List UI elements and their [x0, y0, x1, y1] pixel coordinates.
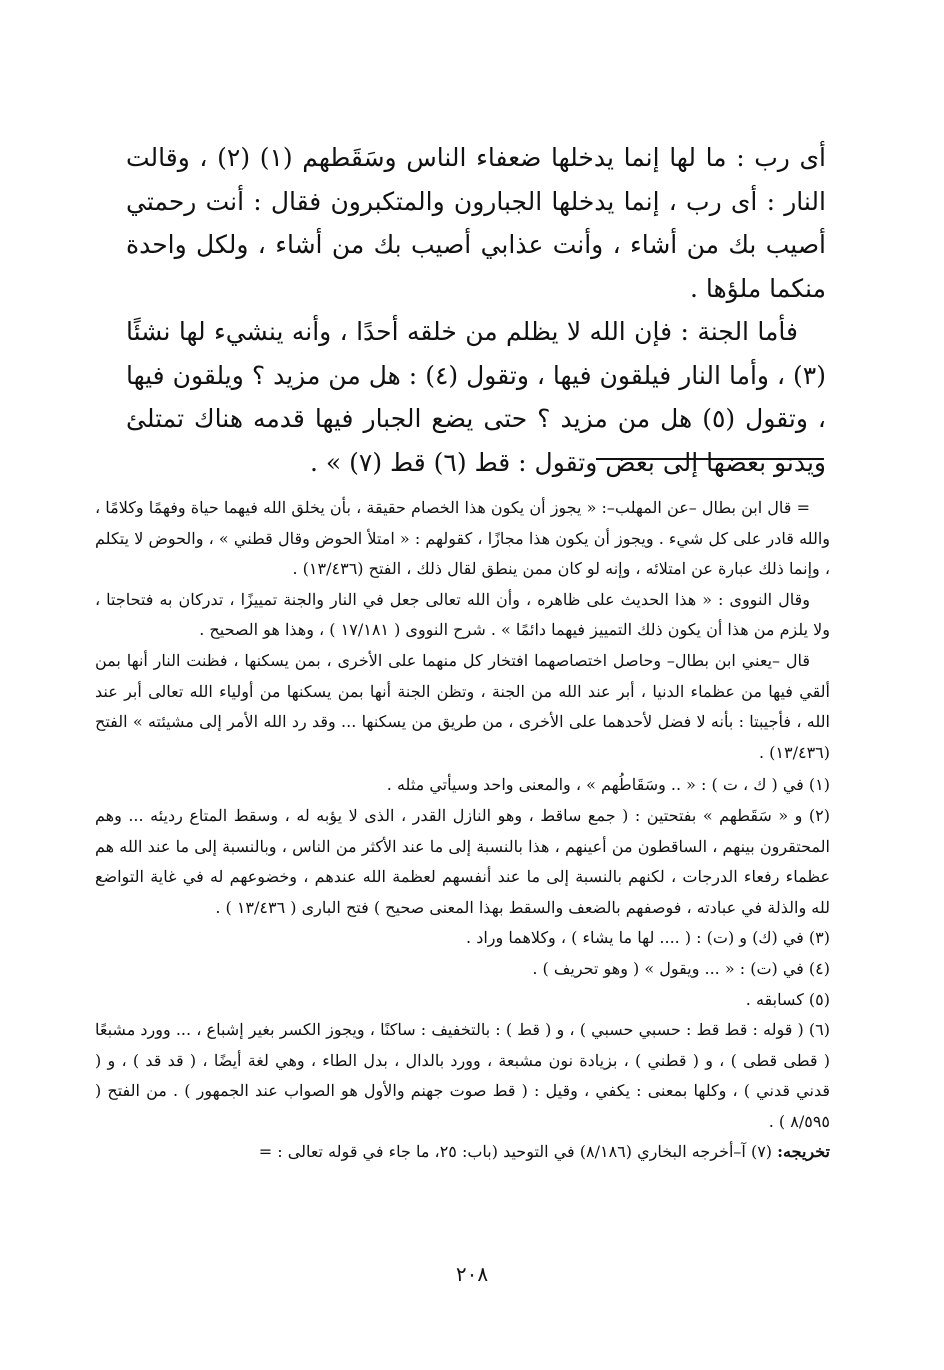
footnotes-block [95, 493, 830, 1168]
footnote-separator [596, 458, 824, 460]
footnote-item: (٦) ( قوله : قط قط : حسبي حسبي ) ، و ( قط ) : بالتخفيف : ساكنًا ، ويجوز الكسر بغير إشباع ، ... وورد مشبعًا ( قطى قطى ) ، و ( قطني ) ، بزيادة نون مشبعة ، وورد بالدال ، بدل الطاء ، وهي لغة أيضًا ، ( قد قد ) ، و ( قدني قدني ) ، وكلها بمعنى : يكفي ، وقيل : ( قط صوت جهنم والأول هو الصواب عند الجمهور ) . من الفتح ( ٨/٥٩٥ ) . [95, 1020, 830, 1131]
footnote-item: (٥) كسابقه . [745, 989, 830, 1009]
footnote-continuation: وقال النووى : « هذا الحديث على ظاهره ، وأن الله تعالى جعل في النار والجنة تمييزًا ، تدركان به فتحاجتا ، ولا يلزم من هذا أن يكون ذلك التمييز فيهما دائمًا » . شرح النووى ( ١٧/١٨١ ) ، وهذا هو الصحيح . [95, 589, 830, 640]
footnote-item: (١) في ( ك ، ت ) : « .. وسَقَاطُهم » ، والمعنى واحد وسيأتي مثله . [386, 775, 830, 795]
footnote-continuation: قال –يعني ابن بطال– وحاصل اختصاصهما افتخار كل منهما على الأخرى ، بمن يسكنها ، فظنت النار أنها بمن ألقي فيها من عظماء الدنيا ، أبر عند الله من الجنة ، وتظن الجنة أنها بمن يسكنها من أولياء الله تعالى أبر عند الله ، فأجيبتا : بأنه لا فضل لأحدهما على الأخرى ، من طريق من يسكنها ... وقد رد الله الأمر إلى مشيئته » الفتح (١٣/٤٣٦) . [95, 650, 830, 762]
footnote-item: (٤) في (ت) : « ... ويقول » ( وهو تحريف ) . [532, 958, 830, 978]
main-text-block [126, 136, 826, 484]
takhrij-line [95, 1137, 830, 1168]
footnote-item: (٣) في (ك) و (ت) : ( .... لها ما يشاء ) ، وكلاهما وراد . [466, 928, 830, 948]
footnote-item: (٢) و « سَقَطهم » بفتحتين : ( جمع ساقط ، وهو النازل القدر ، الذى لا يؤبه له ، وسقط المتاع رديئه ... وهم المحتقرون بينهم ، الساقطون من أعينهم ، هذا بالنسبة إلى ما عند الأكثر من الناس ، وبالنسبة إلى ما عند الله هم عظماء رفعاء الدرجات ، لكنهم بالنسبة إلى ما عند أنفسهم لعظمة الله عندهم ، وخضوعهم له في غاية التواضع لله والذلة في عبادته ، فوصفهم بالضعف والسقط بهذا المعنى صحيح ) فتح البارى ( ١٣/٤٣٦ ) . [95, 805, 830, 917]
main-paragraph: فأما الجنة : فإن الله لا يظلم من خلقه أحدًا ، وأنه ينشيء لها نشئًا (٣) ، وأما النار فيلقون فيها ، وتقول (٤) : هل من مزيد ؟ ويلقون فيها ، وتقول (٥) هل من مزيد ؟ حتى يضع الجبار فيها قدمه هناك تمتلئ ويدنو بعضها إلى بعض وتقول : قط (٦) قط (٧) » . [126, 317, 826, 477]
page-number: ٢٠٨ [455, 1262, 489, 1286]
footnote-continuation: = قال ابن بطال –عن المهلب–: « يجوز أن يكون هذا الخصام حقيقة ، بأن يخلق الله فيهما حياة وفهمًا وكلامًا ، والله قادر على كل شيء . ويجوز أن يكون هذا مجازًا ، كقولهم : « امتلأ الحوض وقال قطني » ، والحوض لا يتكلم ، وإنما ذلك عبارة عن امتلائه ، وإنه لو كان ممن ينطق لقال ذلك ، الفتح (١٣/٤٣٦) . [95, 498, 830, 579]
takhrij-text: (٧) آ–أخرجه البخاري (٨/١٨٦) في التوحيد (باب: ٢٥، ما جاء في قوله تعالى : = [258, 1142, 773, 1162]
main-paragraph: أى رب : ما لها إنما يدخلها ضعفاء الناس وسَقَطهم (١) (٢) ، وقالت النار : أى رب ، إنما يدخلها الجبارون والمتكبرون فقال : أنت رحمتي أصيب بك من أشاء ، وأنت عذابي أصيب بك من أشاء ، ولكل واحدة منكما ملؤها . [126, 143, 826, 303]
takhrij-label: تخريجه: [777, 1142, 830, 1162]
